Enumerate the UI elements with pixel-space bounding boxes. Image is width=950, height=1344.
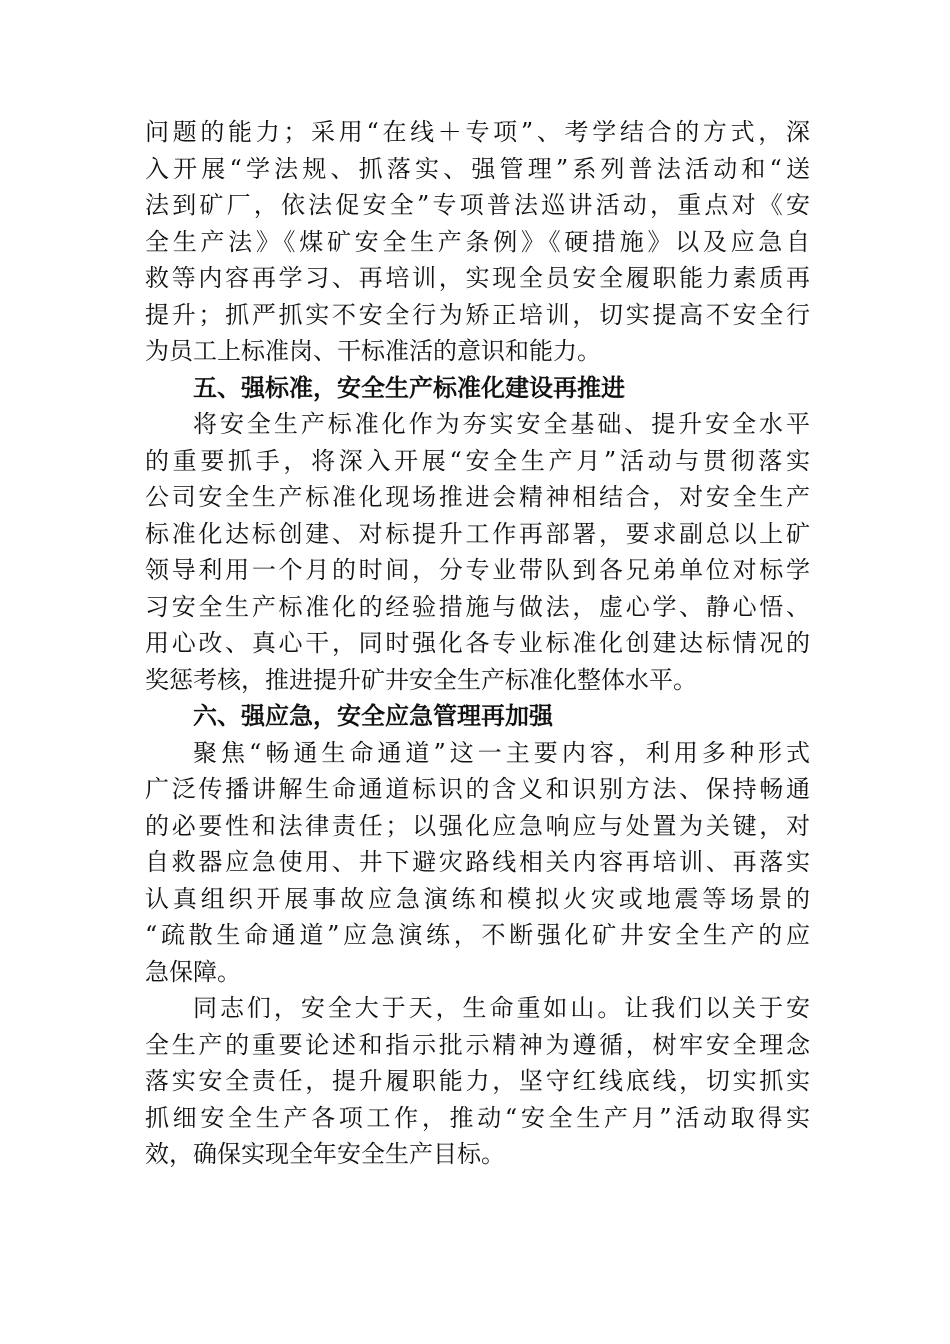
text-line: 标准化达标创建、对标提升工作再部署，要求副总以上矿 xyxy=(145,519,810,548)
text-line: 的必要性和法律责任；以强化应急响应与处置为关键，对 xyxy=(145,811,810,840)
text-line: 的重要抓手，将深入开展“安全生产月”活动与贯彻落实 xyxy=(145,446,810,475)
section-heading: 五、强标准，安全生产标准化建设再推进 xyxy=(193,373,625,402)
section-heading: 六、强应急，安全应急管理再加强 xyxy=(193,702,553,730)
document-body xyxy=(145,114,810,1173)
text-line: 入开展“学法规、抓落实、强管理”系列普法活动和“送 xyxy=(145,154,810,183)
text-line: 奖惩考核，推进提升矿井安全生产标准化整体水平。 xyxy=(145,665,697,694)
text-line: 全生产的重要论述和指示批示精神为遵循，树牢安全理念 xyxy=(145,1030,810,1059)
text-line: 提升；抓严抓实不安全行为矫正培训，切实提高不安全行 xyxy=(145,300,810,329)
text-line: 法到矿厂，依法促安全”专项普法巡讲活动，重点对《安 xyxy=(145,191,810,219)
text-line: “疏散生命通道”应急演练，不断强化矿井安全生产的应 xyxy=(145,921,810,949)
text-line: 落实安全责任，提升履职能力，坚守红线底线，切实抓实 xyxy=(145,1067,810,1095)
text-line: 聚焦“畅通生命通道”这一主要内容，利用多种形式 xyxy=(193,738,810,767)
text-line: 全生产法》《煤矿安全生产条例》《硬措施》以及应急自 xyxy=(145,227,810,256)
text-line: 同志们，安全大于天，生命重如山。让我们以关于安 xyxy=(193,994,810,1022)
text-line: 习安全生产标准化的经验措施与做法，虚心学、静心悟、 xyxy=(145,592,810,621)
text-line: 救等内容再学习、再培训，实现全员安全履职能力素质再 xyxy=(145,264,810,292)
text-line: 广泛传播讲解生命通道标识的含义和识别方法、保持畅通 xyxy=(145,775,810,803)
text-line: 抓细安全生产各项工作，推动“安全生产月”活动取得实 xyxy=(145,1103,810,1132)
text-line: 效，确保实现全年安全生产目标。 xyxy=(145,1140,505,1168)
text-line: 急保障。 xyxy=(145,957,241,986)
text-line: 领导利用一个月的时间，分专业带队到各兄弟单位对标学 xyxy=(145,556,810,584)
text-line: 认真组织开展事故应急演练和模拟火灾或地震等场景的 xyxy=(145,884,810,913)
text-line: 自救器应急使用、井下避灾路线相关内容再培训、再落实 xyxy=(145,848,810,876)
text-line: 公司安全生产标准化现场推进会精神相结合，对安全生产 xyxy=(145,483,810,511)
text-line: 将安全生产标准化作为夯实安全基础、提升安全水平 xyxy=(193,410,810,438)
text-line: 问题的能力；采用“在线＋专项”、考学结合的方式，深 xyxy=(145,118,810,146)
text-line: 用心改、真心干，同时强化各专业标准化创建达标情况的 xyxy=(145,629,810,657)
text-line: 为员工上标准岗、干标准活的意识和能力。 xyxy=(145,337,601,365)
